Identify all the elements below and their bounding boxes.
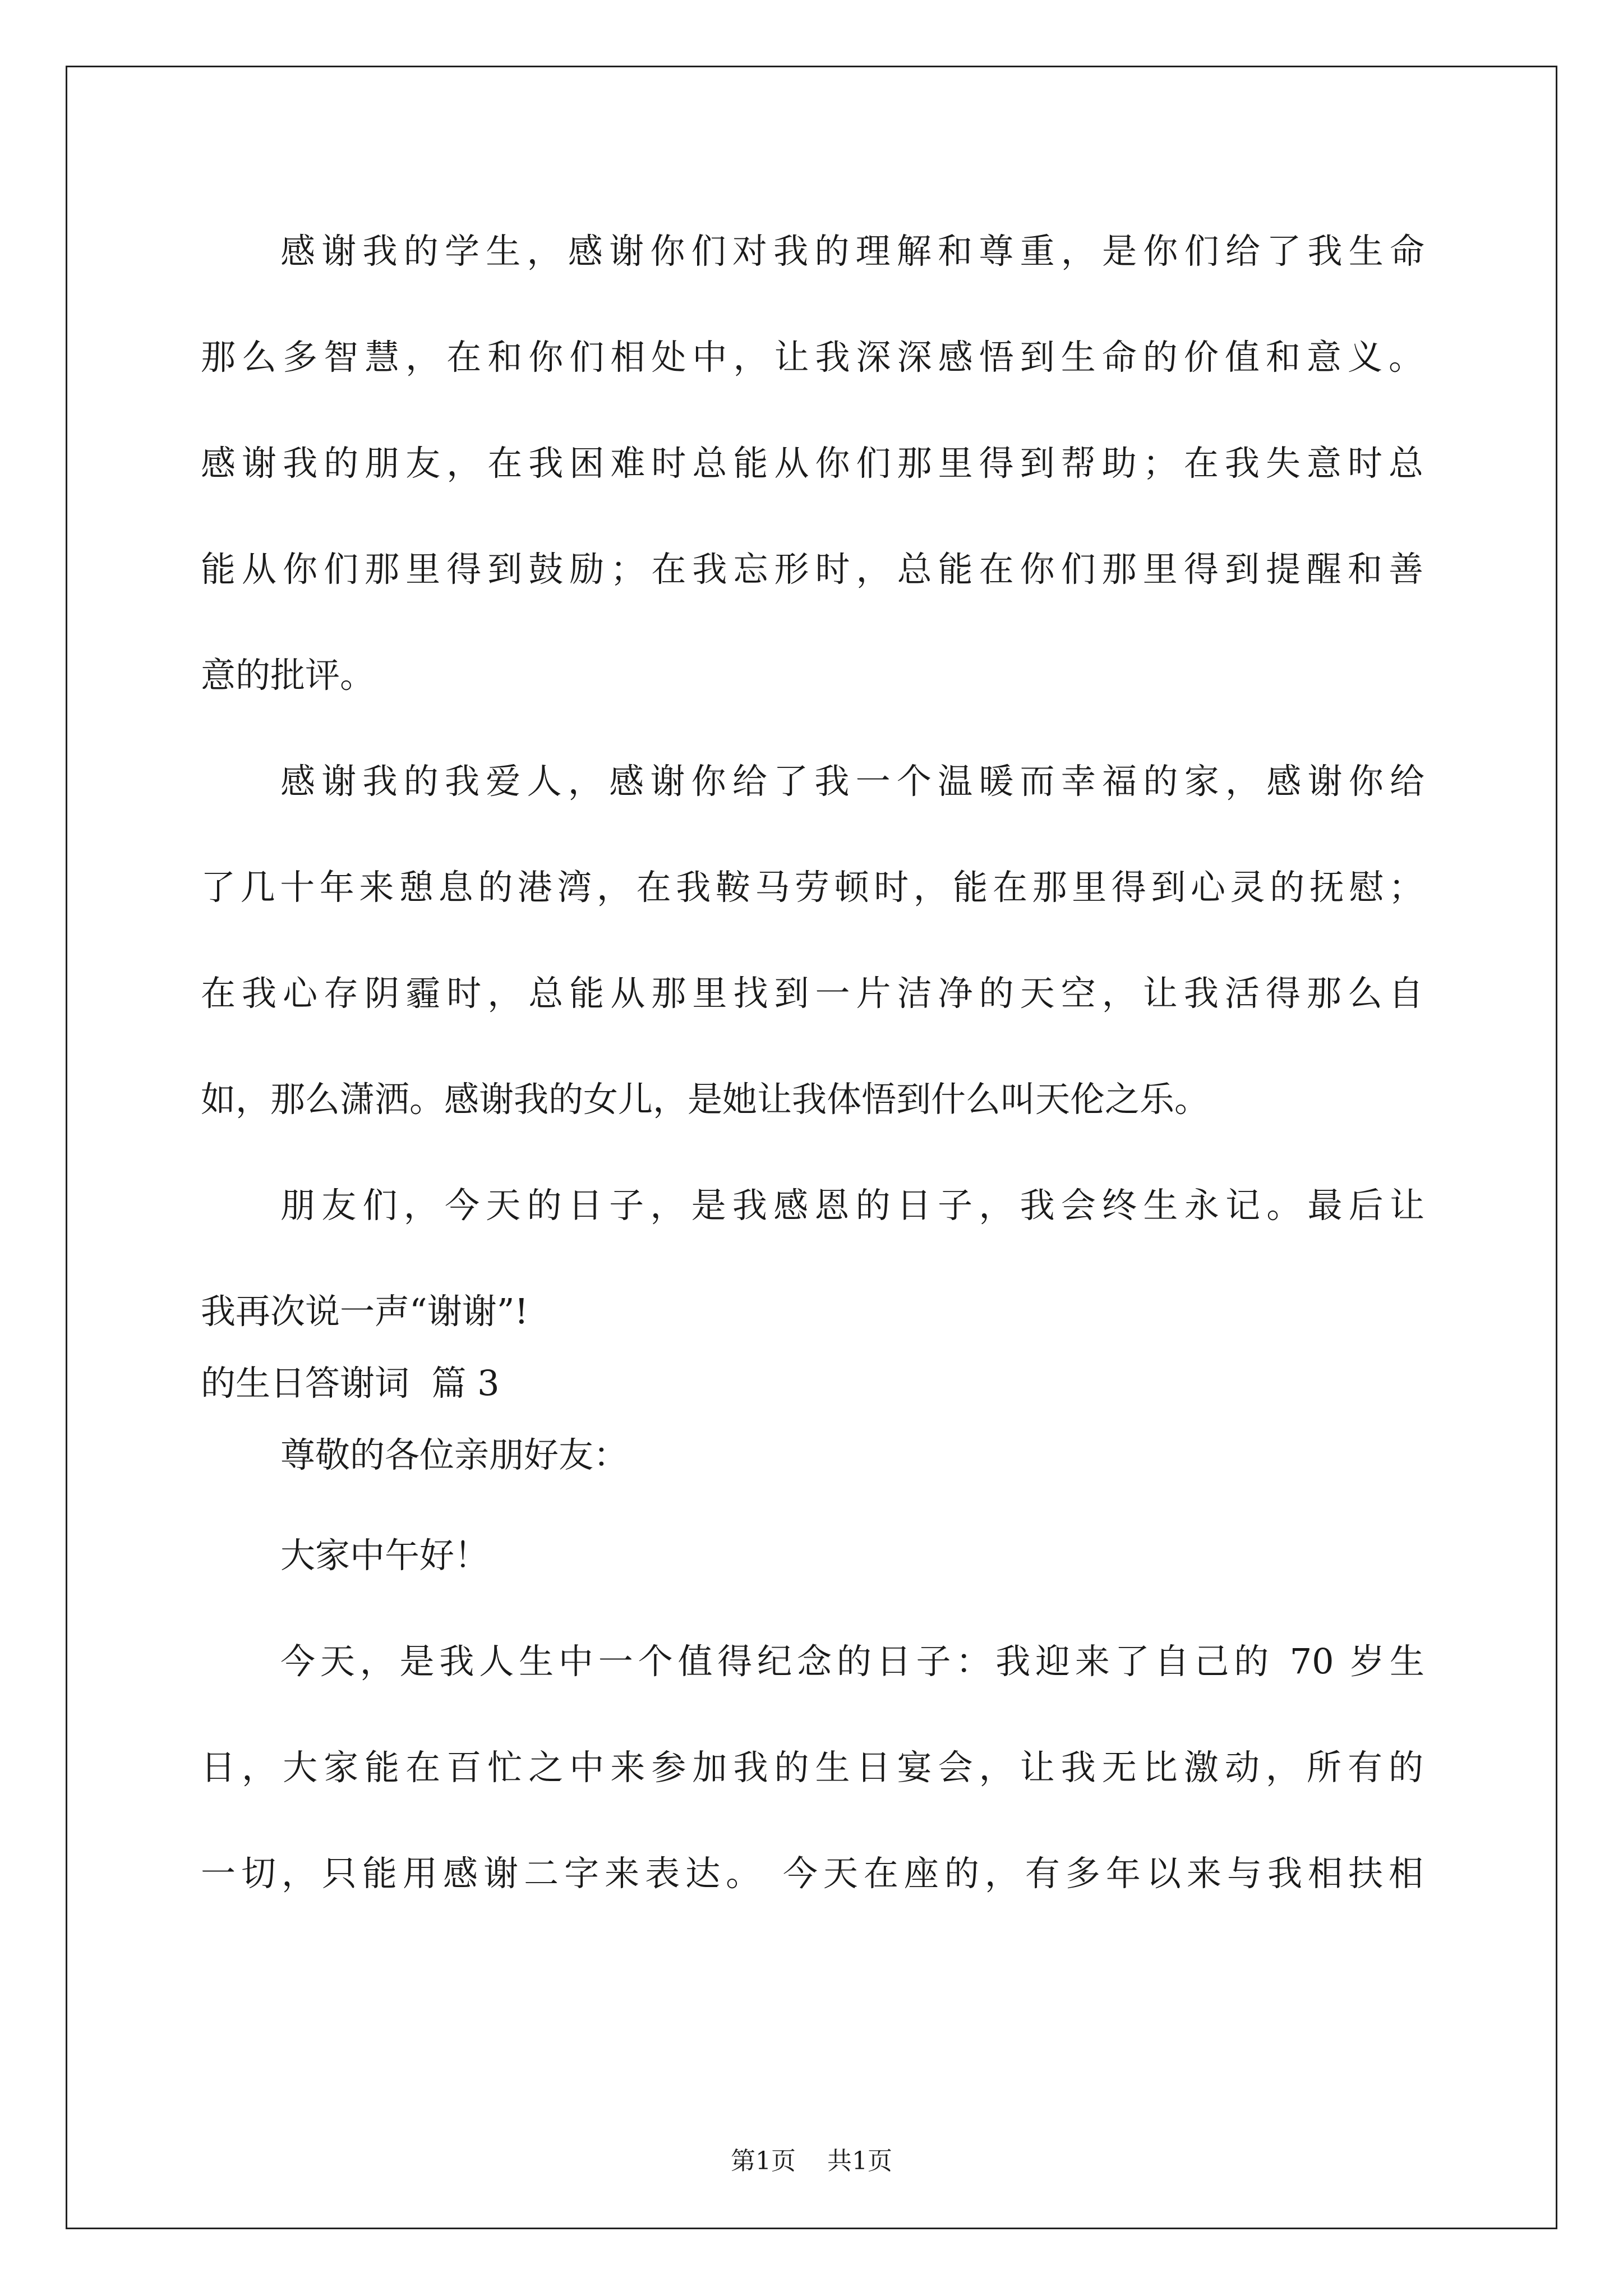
greeting: 大家中午好！: [280, 1535, 490, 1576]
paragraph-line: 能从你们那里得到鼓励；在我忘形时，总能在你们那里得到提醒和善: [201, 549, 1423, 590]
paragraph-line: 我再次说一声“谢谢”!: [201, 1291, 529, 1332]
paragraph-line: 日，大家能在百忙之中来参加我的生日宴会，让我无比激动，所有的: [201, 1747, 1423, 1788]
page-number-footer: 第1页 共1页: [731, 2147, 892, 2175]
paragraph-line: 一切，只能用感谢二字来表达。 今天在座的，有多年以来与我相扶相: [201, 1853, 1423, 1894]
paragraph-line: 如，那么潇洒。感谢我的女儿，是她让我体悟到什么叫天伦之乐。: [201, 1079, 1210, 1120]
paragraph-line: 那么多智慧，在和你们相处中，让我深深感悟到生命的价值和意义。: [201, 337, 1423, 378]
paragraph-line: 感谢我的学生，感谢你们对我的理解和尊重，是你们给了我生命: [280, 231, 1424, 272]
page-border: [66, 66, 1557, 2229]
paragraph-line: 今天，是我人生中一个值得纪念的日子：我迎来了自己的 70 岁生: [280, 1641, 1424, 1682]
salutation: 尊敬的各位亲朋好友：: [280, 1434, 629, 1475]
paragraph-line: 在我心存阴霾时，总能从那里找到一片洁净的天空，让我活得那么自: [201, 973, 1423, 1014]
section-heading: 的生日答谢词 篇 3: [201, 1363, 500, 1404]
paragraph-line: 了几十年来憩息的港湾，在我鞍马劳顿时，能在那里得到心灵的抚慰；: [201, 867, 1423, 908]
paragraph-line: 感谢我的朋友，在我困难时总能从你们那里得到帮助；在我失意时总: [201, 443, 1423, 484]
paragraph-line: 意的批评。: [201, 655, 375, 696]
paragraph-line: 感谢我的我爱人，感谢你给了我一个温暖而幸福的家，感谢你给: [280, 761, 1424, 802]
paragraph-line: 朋友们，今天的日子，是我感恩的日子，我会终生永记。最后让: [280, 1185, 1424, 1226]
